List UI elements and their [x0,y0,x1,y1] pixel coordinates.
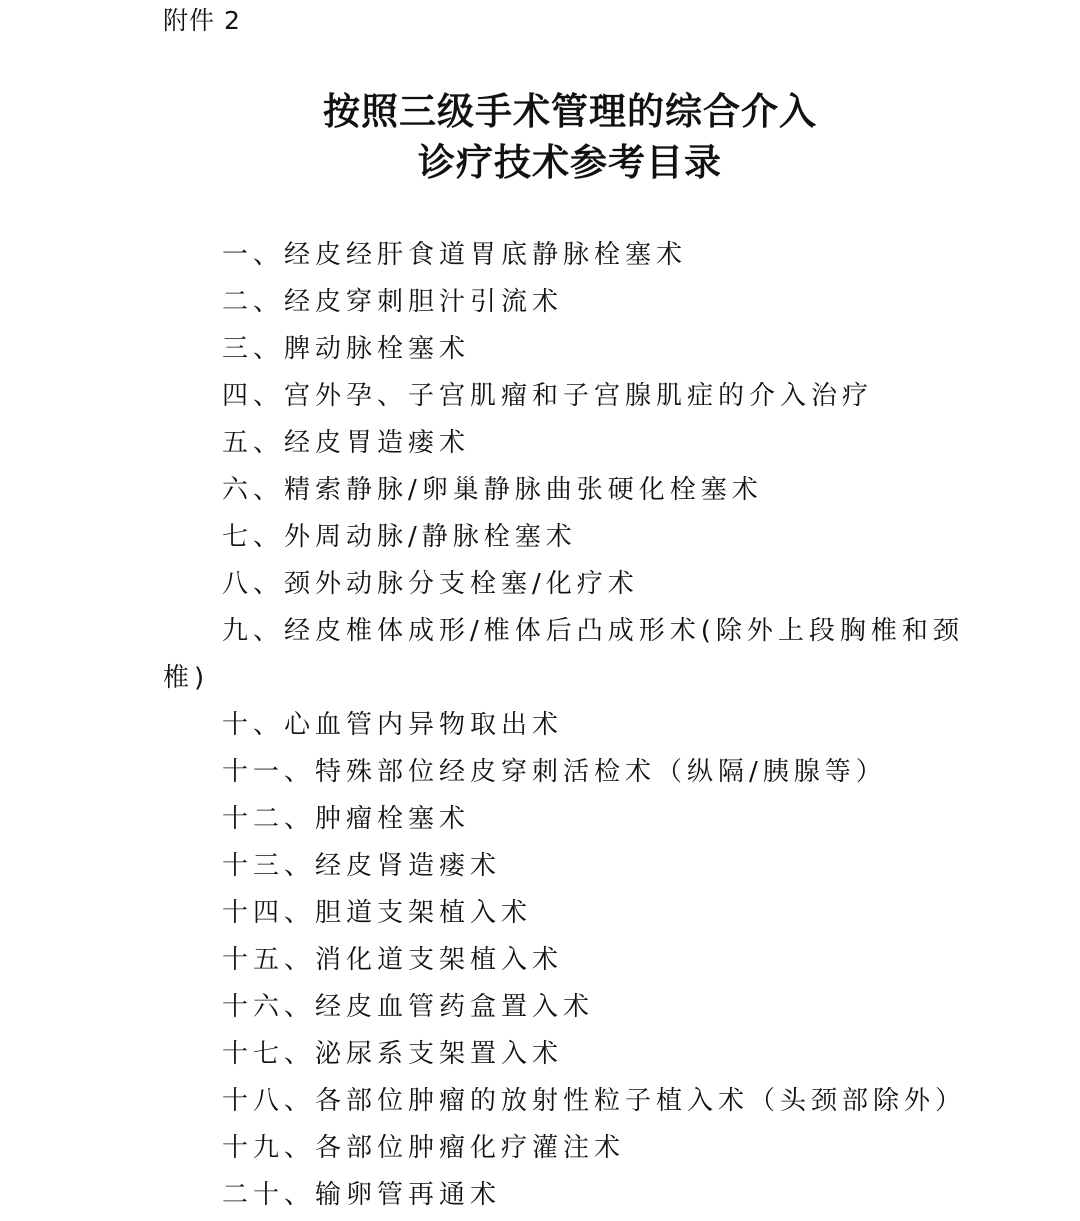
list-item: 七、外周动脉/静脉栓塞术 [222,522,577,552]
list-item: 十、心血管内异物取出术 [222,710,564,740]
list-item: 十八、各部位肿瘤的放射性粒子植入术（头颈部除外） [222,1086,967,1116]
document-title [0,86,1080,188]
list-item: 三、脾动脉栓塞术 [222,334,471,364]
list-item: 十七、泌尿系支架置入术 [222,1039,564,1069]
list-item: 十四、胆道支架植入术 [222,898,533,928]
attachment-label: 附件 2 [163,6,241,35]
list-item: 二十、输卵管再通术 [222,1180,502,1210]
list-item-continuation: 椎) [163,663,210,693]
list-item: 十五、消化道支架植入术 [222,945,564,975]
list-item: 四、宫外孕、子宫肌瘤和子宫腺肌症的介入治疗 [222,381,874,411]
title-line-2: 诊疗技术参考目录 [418,140,722,184]
list-item: 十三、经皮肾造瘘术 [222,851,502,881]
list-item: 一、经皮经肝食道胃底静脉栓塞术 [222,240,688,270]
list-item: 十一、特殊部位经皮穿刺活检术（纵隔/胰腺等） [222,757,887,787]
list-item: 十六、经皮血管药盒置入术 [222,992,595,1022]
list-item: 五、经皮胃造瘘术 [222,428,471,458]
title-line-1: 按照三级手术管理的综合介入 [323,89,817,133]
list-item: 十二、肿瘤栓塞术 [222,804,471,834]
list-item: 二、经皮穿刺胆汁引流术 [222,287,564,317]
list-item: 九、经皮椎体成形/椎体后凸成形术(除外上段胸椎和颈 [222,616,964,646]
list-item: 六、精索静脉/卵巢静脉曲张硬化栓塞术 [222,475,763,505]
list-item: 十九、各部位肿瘤化疗灌注术 [222,1133,626,1163]
list-item: 八、颈外动脉分支栓塞/化疗术 [222,569,639,599]
